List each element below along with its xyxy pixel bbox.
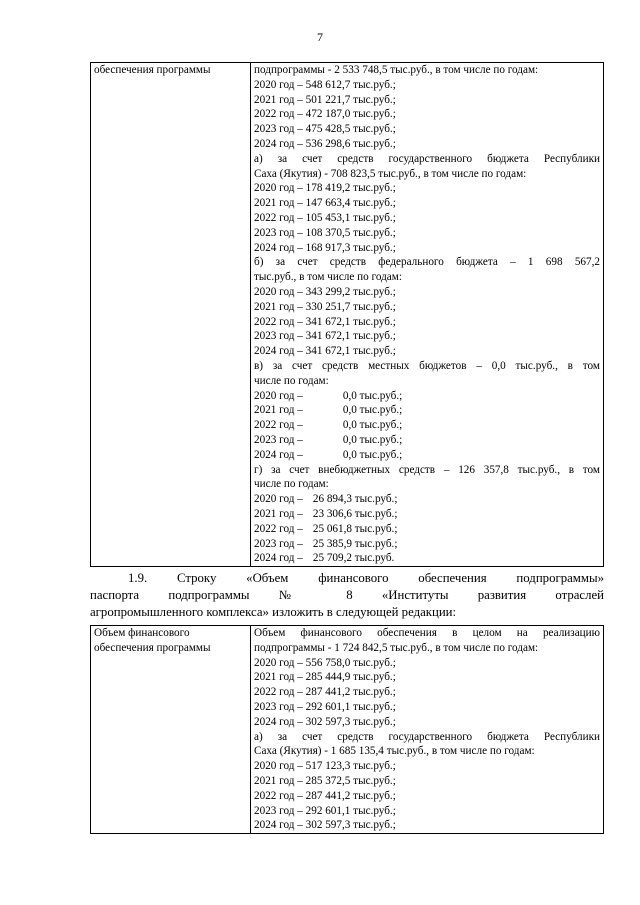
section-a-line: Саха (Якутия) - 708 823,5 тыс.руб., в том числе по годам: — [254, 167, 527, 180]
year-label: 2022 год – — [254, 419, 303, 432]
year-line: 2023 год – 341 672,1 тыс.руб.; — [254, 330, 396, 343]
section-a-line: Саха (Якутия) - 1 685 135,4 тыс.руб., в том числе по годам: — [254, 745, 535, 758]
row-label: Объем финансового — [94, 627, 190, 639]
row-value-cell — [251, 63, 604, 567]
page-number: 7 — [317, 30, 323, 44]
year-line: 2024 год – 168 917,3 тыс.руб.; — [254, 241, 396, 254]
year-value: 23 306,6 тыс.руб.; — [312, 507, 398, 520]
year-line: 2024 год – 302 597,3 тыс.руб.; — [254, 715, 396, 728]
section-v-line: числе по годам: — [254, 374, 329, 387]
paragraph-line: паспорта подпрограммы № 8 «Институты развития отраслей — [90, 588, 604, 602]
year-label: 2023 год – — [254, 537, 303, 550]
row-value-cell — [251, 626, 604, 834]
year-line — [254, 418, 600, 433]
year-line: 2024 год – 341 672,1 тыс.руб.; — [254, 345, 396, 358]
funding-table-2 — [90, 625, 604, 834]
year-line — [254, 551, 600, 566]
year-value: 0,0 тыс.руб.; — [342, 389, 403, 402]
table-row — [91, 63, 604, 567]
year-label: 2022 год – — [254, 522, 303, 535]
year-line: 2020 год – 548 612,7 тыс.руб.; — [254, 78, 396, 91]
year-label: 2021 год – — [254, 507, 303, 520]
year-line: 2022 год – 472 187,0 тыс.руб.; — [254, 108, 396, 121]
year-line: 2022 год – 341 672,1 тыс.руб.; — [254, 315, 396, 328]
year-line — [254, 492, 600, 507]
year-value: 0,0 тыс.руб.; — [342, 404, 403, 417]
paragraph-line: 1.9. Строку «Объем финансового обеспечения подпрограммы» — [128, 571, 604, 585]
section-g-line: числе по годам: — [254, 478, 329, 491]
year-line: 2022 год – 287 441,2 тыс.руб.; — [254, 789, 396, 802]
year-value: 25 061,8 тыс.руб.; — [312, 522, 398, 535]
year-label: 2023 год – — [254, 433, 303, 446]
paragraph-line: агропромышленного комплекса» изложить в следующей редакции: — [90, 605, 457, 619]
year-line: 2021 год – 285 444,9 тыс.руб.; — [254, 671, 396, 684]
year-label: 2020 год – — [254, 389, 303, 402]
year-line: 2020 год – 343 299,2 тыс.руб.; — [254, 285, 396, 298]
section-v-line: в) за счет средств местных бюджетов – 0,0 тыс.руб., в том — [254, 359, 600, 372]
section-a-line: а) за счет средств государственного бюджета Республики — [254, 152, 600, 165]
total-line: подпрограммы - 2 533 748,5 тыс.руб., в том числе по годам: — [254, 64, 539, 76]
year-value: 0,0 тыс.руб.; — [342, 448, 403, 461]
year-line: 2023 год – 292 601,1 тыс.руб.; — [254, 700, 396, 713]
year-line: 2021 год – 330 251,7 тыс.руб.; — [254, 300, 396, 313]
section-g-line: г) за счет внебюджетных средств – 126 357,8 тыс.руб., в том — [254, 463, 600, 476]
year-line: 2021 год – 147 663,4 тыс.руб.; — [254, 197, 396, 210]
total-line: подпрограммы - 1 724 842,5 тыс.руб., в том числе по годам: — [254, 641, 539, 654]
year-line: 2022 год – 287 441,2 тыс.руб.; — [254, 686, 396, 699]
year-value: 0,0 тыс.руб.; — [342, 433, 403, 446]
year-line: 2024 год – 536 298,6 тыс.руб.; — [254, 137, 396, 150]
year-line — [254, 507, 600, 522]
year-label: 2020 год – — [254, 493, 303, 506]
section-b-line: тыс.руб., в том числе по годам: — [254, 271, 402, 284]
year-line: 2020 год – 178 419,2 тыс.руб.; — [254, 182, 396, 195]
year-line: 2020 год – 556 758,0 тыс.руб.; — [254, 656, 396, 669]
total-line: Объем финансового обеспечения в целом на реализацию — [254, 627, 600, 639]
row-label-cell — [91, 63, 251, 567]
section-a-line: а) за счет средств государственного бюджета Республики — [254, 730, 600, 743]
year-value: 0,0 тыс.руб.; — [342, 419, 403, 432]
amendment-paragraph — [90, 570, 604, 621]
year-label: 2021 год – — [254, 404, 303, 417]
year-line: 2021 год – 501 221,7 тыс.руб.; — [254, 93, 396, 106]
year-line: 2021 год – 285 372,5 тыс.руб.; — [254, 774, 396, 787]
row-label: обеспечения программы — [94, 64, 211, 76]
year-line — [254, 433, 600, 448]
year-line — [254, 403, 600, 418]
funding-table-1 — [90, 62, 604, 567]
year-line: 2020 год – 517 123,3 тыс.руб.; — [254, 760, 396, 773]
row-label-cell — [91, 626, 251, 834]
year-line: 2024 год – 302 597,3 тыс.руб.; — [254, 819, 396, 832]
section-b-line: б) за счет средств федерального бюджета – 1 698 567,2 — [254, 256, 600, 269]
year-value: 25 709,2 тыс.руб. — [312, 552, 395, 565]
year-label: 2024 год – — [254, 552, 303, 565]
year-line: 2023 год – 475 428,5 тыс.руб.; — [254, 123, 396, 136]
year-line: 2023 год – 292 601,1 тыс.руб.; — [254, 804, 396, 817]
year-value: 26 894,3 тыс.руб.; — [312, 493, 398, 506]
year-line — [254, 389, 600, 404]
table-row — [91, 626, 604, 834]
year-line — [254, 522, 600, 537]
year-line — [254, 537, 600, 552]
year-line — [254, 448, 600, 463]
year-label: 2024 год – — [254, 448, 303, 461]
row-label: обеспечения программы — [94, 641, 211, 654]
year-line: 2022 год – 105 453,1 тыс.руб.; — [254, 211, 396, 224]
year-line: 2023 год – 108 370,5 тыс.руб.; — [254, 226, 396, 239]
year-value: 25 385,9 тыс.руб.; — [312, 537, 398, 550]
